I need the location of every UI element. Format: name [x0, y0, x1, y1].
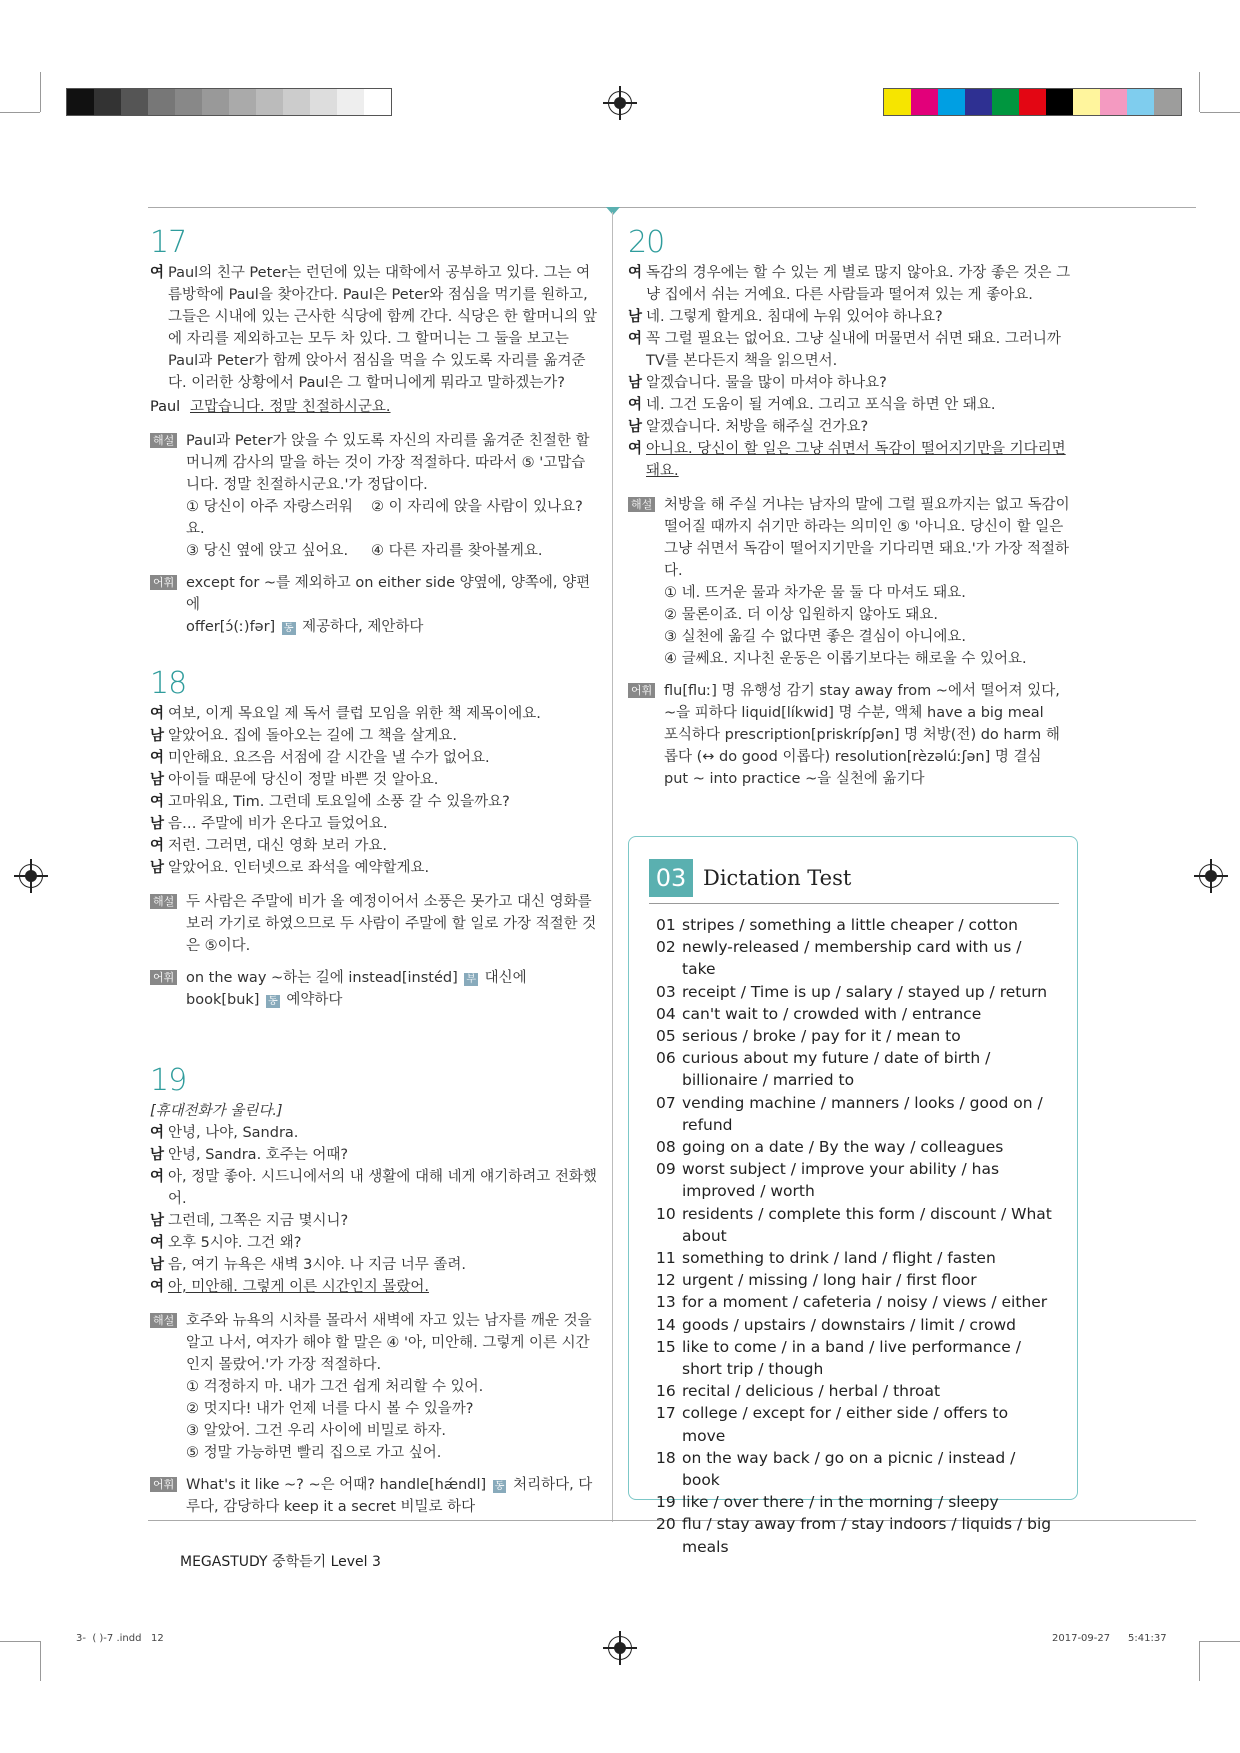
- vocabulary: [628, 680, 1078, 790]
- item-answers: can't wait to / crowded with / entrance: [682, 1004, 982, 1023]
- speaker-label: 남: [150, 860, 165, 876]
- item-answers: flu / stay away from / stay indoors / liquids / big meals: [682, 1515, 1052, 1556]
- dialogue-line: [150, 396, 598, 418]
- option: ⑤ 정말 가능하면 빨리 집으로 가고 싶어.: [186, 1445, 442, 1461]
- color-swatch: [202, 89, 229, 115]
- dictation-item: [656, 1247, 1056, 1269]
- color-swatch: [884, 89, 911, 115]
- item-answers: recital / delicious / herbal / throat: [682, 1382, 941, 1401]
- color-swatch: [67, 89, 94, 115]
- question-number: 17: [150, 225, 187, 260]
- dialogue-text: 안녕, Sandra. 호주는 어때?: [168, 1147, 349, 1163]
- speaker-label: 남: [628, 309, 643, 325]
- item-answers: college / except for / either side / offers to move: [682, 1404, 1009, 1445]
- question-20: [628, 225, 1078, 790]
- dialogue-line: [628, 394, 1078, 416]
- color-swatch: [1046, 89, 1073, 115]
- dialogue-line: [150, 835, 598, 857]
- dialogue-line: [628, 262, 1078, 306]
- dialogue-line: [628, 416, 1078, 438]
- explanation-tag: 해설: [150, 894, 177, 909]
- speaker-label: 여: [150, 706, 165, 722]
- dialogue-text: 알겠습니다. 처방을 해주실 건가요?: [646, 419, 869, 435]
- section-number: 03: [649, 859, 693, 897]
- item-number: 16: [656, 1382, 676, 1401]
- narration-text: Paul의 친구 Peter는 런던에 있는 대학에서 공부하고 있다. 그는 여름방학에 Paul을 찾아간다. Paul은 Peter와 점심을 먹기를 원하고, 그들은 시내에 있는 근사한 식당에 함께 간다. 식당은 한 할머니의 앞에 자리를 제외하고는 모두 차 있다. 그 할머니는 그 둘을 보고는 Paul과 Peter가 함께 앉아서 점심을 먹을 수 있도록 자리를 옮겨준다. 이러한 상황에서 Paul은 그 할머니에게 뭐라고 말하겠는가?: [168, 265, 597, 391]
- dialogue-text: 아, 정말 좋아. 시드니에서의 내 생활에 대해 네게 얘기하려고 전화했어.: [168, 1169, 597, 1207]
- explanation-text: 두 사람은 주말에 비가 올 예정이어서 소풍은 못가고 대신 영화를 보러 가기로 하였으므로 두 사람이 주말에 할 일로 가장 적절한 것은 ⑤이다.: [186, 894, 597, 954]
- dialogue-text: 고마워요, Tim. 그런데 토요일에 소풍 갈 수 있을까요?: [168, 794, 510, 810]
- dialogue-text: 알겠습니다. 물을 많이 마셔야 하나요?: [646, 375, 887, 391]
- item-number: 09: [656, 1160, 676, 1179]
- color-swatch: [1073, 89, 1100, 115]
- item-number: 17: [656, 1404, 676, 1423]
- dialogue-text: 안녕, 나야, Sandra.: [168, 1125, 299, 1141]
- vocab-meaning: 대신에: [484, 970, 527, 986]
- speaker-label: Paul: [150, 399, 181, 415]
- speaker-label: 여: [628, 331, 643, 347]
- item-number: 13: [656, 1293, 676, 1312]
- option: ① 당신이 아주 자랑스러워요.: [186, 499, 353, 537]
- dictation-item: [656, 1380, 1056, 1402]
- dialogue-text: 음, 여기 뉴욕은 새벽 3시야. 나 지금 너무 졸려.: [168, 1257, 467, 1273]
- speaker-label: 여: [150, 1125, 165, 1141]
- item-answers: urgent / missing / long hair / first floor: [682, 1271, 977, 1290]
- answer-line: 고맙습니다. 정말 친절하시군요.: [190, 399, 391, 415]
- part-of-speech-badge: 부: [466, 974, 477, 985]
- dictation-list: [656, 914, 1056, 1558]
- vocab-text: book[buk]: [186, 992, 260, 1008]
- stage-direction: [휴대전화가 울린다.]: [150, 1103, 283, 1119]
- crop-mark: [1200, 112, 1240, 113]
- color-swatch: [94, 89, 121, 115]
- speaker-label: 남: [150, 772, 165, 788]
- dialogue-text: 네. 그건 도움이 될 거예요. 그리고 포식을 하면 안 돼요.: [646, 397, 996, 413]
- item-answers: vending machine / manners / looks / good on / refund: [682, 1093, 1043, 1134]
- item-answers: stripes / something a little cheaper / cotton: [682, 916, 1018, 934]
- item-number: 20: [656, 1515, 676, 1534]
- slug-file-name: 3- ( )-7 .indd 12: [76, 1633, 164, 1644]
- item-number: 14: [656, 1315, 676, 1334]
- vocab-meaning: 제공하다, 제안하다: [302, 619, 424, 635]
- speaker-label: 여: [150, 265, 165, 281]
- option: ② 멋지다! 내가 언제 너를 다시 볼 수 있을까?: [186, 1401, 474, 1417]
- dialogue-text: 아니요. 당신이 할 일은 그냥 쉬면서 독감이 떨어지기만을 기다리면 돼요.: [646, 441, 1066, 479]
- speaker-label: 여: [150, 1169, 165, 1185]
- vocab-text: put ~ into practice ~을 실천에 옮기다: [664, 771, 925, 787]
- section-title: Dictation Test: [703, 866, 852, 890]
- item-answers: goods / upstairs / downstairs / limit / crowd: [682, 1315, 1016, 1334]
- dialogue-line: [150, 857, 598, 879]
- item-number: 07: [656, 1093, 676, 1112]
- item-number: 02: [656, 938, 676, 957]
- item-answers: like / over there / in the morning / sleepy: [682, 1493, 999, 1512]
- item-number: 08: [656, 1138, 676, 1157]
- dialogue-line: [150, 262, 598, 394]
- dialogue-line: [150, 791, 598, 813]
- dictation-item: [656, 1025, 1056, 1047]
- color-swatch: [1154, 89, 1181, 115]
- item-number: 18: [656, 1448, 676, 1467]
- item-answers: worst subject / improve your ability / has improved / worth: [682, 1160, 1000, 1201]
- dictation-item: [656, 1314, 1056, 1336]
- color-swatch: [364, 89, 391, 115]
- dialogue-text: 미안해요. 요즈음 서점에 갈 시간을 낼 수가 없어요.: [168, 750, 490, 766]
- explanation-tag: 해설: [150, 433, 177, 448]
- dictation-item: [656, 1269, 1056, 1291]
- explanation: [150, 430, 598, 496]
- dictation-item: [656, 1158, 1056, 1202]
- speaker-label: 남: [628, 375, 643, 391]
- dialogue-line: [628, 372, 1078, 394]
- vocab-tag: 어휘: [150, 575, 177, 590]
- dictation-header: [649, 859, 851, 897]
- registration-mark-top: [608, 91, 632, 115]
- speaker-label: 남: [628, 419, 643, 435]
- item-number: 06: [656, 1049, 676, 1068]
- speaker-label: 여: [628, 441, 643, 457]
- explanation-text: 처방을 해 주실 거냐는 남자의 말에 그럴 필요까지는 없고 독감이 떨어질 때까지 쉬기만 하라는 의미인 ⑤ '아니요. 당신이 할 일은 그냥 쉬면서 독감이 떨어지기만을 기다리면 돼요.'가 가장 적절하다.: [664, 497, 1070, 579]
- vocab-text: What's it like ~? ~은 어때? handle[hǽndl]: [186, 1477, 487, 1493]
- item-number: 10: [656, 1204, 676, 1223]
- option: ③ 당신 옆에 앉고 싶어요.: [186, 543, 349, 559]
- speaker-label: 여: [150, 1235, 165, 1251]
- dictation-item: [656, 1003, 1056, 1025]
- item-answers: something to drink / land / flight / fasten: [682, 1249, 996, 1268]
- dictation-item: [656, 981, 1056, 1003]
- vocabulary: [150, 1474, 598, 1518]
- item-number: 04: [656, 1004, 676, 1023]
- vocab-text: on the way ~하는 길에 instead[instéd]: [186, 970, 458, 986]
- dialogue-text: 네. 그렇게 할게요. 침대에 누워 있어야 하나요?: [646, 309, 943, 325]
- vocab-meaning: 처리하다, 다루다, 감당하다 keep it a secret 비밀로 하다: [186, 1477, 593, 1515]
- dictation-item: [656, 1136, 1056, 1158]
- dictation-test-box: [628, 836, 1078, 1556]
- dialogue-text: 알았어요. 인터넷으로 좌석을 예약할게요.: [168, 860, 430, 876]
- option: ③ 알았어. 그건 우리 사이에 비밀로 하자.: [186, 1423, 446, 1439]
- color-swatch: [1127, 89, 1154, 115]
- dialogue-line: [150, 769, 598, 791]
- registration-mark-right: [1199, 864, 1223, 888]
- part-of-speech-badge: 동: [283, 623, 294, 634]
- vocab-text: flu[fluː] 명 유행성 감기 stay away from ~에서 떨어져 있다,: [664, 683, 1060, 699]
- item-number: 15: [656, 1337, 676, 1356]
- explanation: [150, 891, 598, 957]
- dialogue-line: [150, 1166, 598, 1210]
- option-list: [150, 496, 598, 562]
- question-19: [150, 1063, 598, 1518]
- vocab-text: 포식하다 prescription[priskrípʃən] 명 처방(전) do harm 해: [664, 727, 1060, 743]
- item-number: 19: [656, 1493, 676, 1512]
- dictation-item: [656, 1047, 1056, 1091]
- item-answers: on the way back / go on a picnic / instead / book: [682, 1448, 1016, 1490]
- footer-brand: MEGASTUDY 중학듣기 Level 3: [180, 1554, 381, 1570]
- item-number: 11: [656, 1249, 676, 1268]
- vocab-text: offer[ɔ́(ː)fər]: [186, 619, 276, 635]
- dialogue-line: [150, 1122, 598, 1144]
- crop-mark: [40, 72, 41, 112]
- dialogue-text: 알았어요. 집에 돌아오는 길에 그 책을 살게요.: [168, 728, 457, 744]
- color-swatch: [256, 89, 283, 115]
- dialogue-line: [150, 1144, 598, 1166]
- vocabulary: [150, 967, 598, 1011]
- color-swatch: [310, 89, 337, 115]
- speaker-label: 남: [150, 1257, 165, 1273]
- dialogue-line: [628, 328, 1078, 372]
- item-answers: receipt / Time is up / salary / stayed up / return: [682, 982, 1048, 1001]
- dictation-item: [656, 1336, 1056, 1380]
- item-number: 05: [656, 1027, 676, 1046]
- question-number: 18: [150, 666, 187, 701]
- crop-mark: [40, 1641, 41, 1681]
- dialogue-line: [150, 725, 598, 747]
- color-swatch: [992, 89, 1019, 115]
- top-marker: [606, 207, 620, 215]
- dictation-item: [656, 1513, 1056, 1557]
- option: ④ 글쎄요. 지나친 운동은 이롭기보다는 해로울 수 있어요.: [664, 651, 1027, 667]
- slug-date: 2017-09-27: [1052, 1633, 1111, 1644]
- item-answers: newly-released / membership card with us / take: [682, 938, 1022, 979]
- color-swatch: [1100, 89, 1127, 115]
- dialogue-text: 음… 주말에 비가 온다고 들었어요.: [168, 816, 388, 832]
- dialogue-text: 여보, 이게 목요일 제 독서 클럽 모임을 위한 책 제목이에요.: [168, 706, 541, 722]
- header-rule: [649, 903, 1059, 904]
- dialogue-line: [150, 703, 598, 725]
- crop-mark: [1199, 72, 1200, 112]
- color-swatch-bar: [883, 88, 1182, 116]
- dialogue-text: 저런. 그러면, 대신 영화 보러 가요.: [168, 838, 387, 854]
- crop-mark: [1199, 1641, 1200, 1681]
- speaker-label: 여: [150, 1279, 165, 1295]
- speaker-label: 여: [150, 750, 165, 766]
- dictation-item: [656, 914, 1056, 936]
- registration-mark-left: [19, 864, 43, 888]
- crop-mark: [0, 112, 40, 113]
- dialogue-line: [150, 813, 598, 835]
- vocabulary: [150, 572, 598, 638]
- dictation-item: [656, 936, 1056, 980]
- color-swatch: [337, 89, 364, 115]
- dialogue-line: [628, 306, 1078, 328]
- dialogue-text: 아, 미안해. 그렇게 이른 시간인지 몰랐어.: [168, 1279, 429, 1295]
- explanation-text: 호주와 뉴욕의 시차를 몰라서 새벽에 자고 있는 남자를 깨운 것을 알고 나서, 여자가 해야 할 말은 ④ '아, 미안해. 그렇게 이른 시간인지 몰랐어.'가 가장 적절하다.: [186, 1313, 592, 1373]
- option-list: [150, 1376, 598, 1464]
- item-number: 12: [656, 1271, 676, 1290]
- speaker-label: 여: [628, 265, 643, 281]
- part-of-speech-badge: 동: [494, 1481, 505, 1492]
- color-swatch: [283, 89, 310, 115]
- vocab-tag: 어휘: [150, 970, 177, 985]
- explanation: [150, 1310, 598, 1376]
- crop-mark: [1200, 1641, 1240, 1642]
- column-divider: [612, 212, 613, 1522]
- color-swatch: [148, 89, 175, 115]
- option-list: [628, 582, 1078, 670]
- color-swatch: [938, 89, 965, 115]
- speaker-label: 여: [628, 397, 643, 413]
- vocab-tag: 어휘: [150, 1477, 177, 1492]
- vocab-tag: 어휘: [628, 683, 655, 698]
- dictation-item: [656, 1447, 1056, 1491]
- question-18: [150, 666, 598, 1011]
- item-answers: going on a date / By the way / colleagues: [682, 1138, 1004, 1157]
- item-number: 01: [656, 916, 676, 934]
- vocab-meaning: 예약하다: [286, 992, 343, 1008]
- item-answers: like to come / in a band / live performance / short trip / though: [682, 1337, 1021, 1379]
- vocab-text: ~을 피하다 liquid[líkwid] 명 수분, 액체 have a big meal: [664, 705, 1044, 721]
- option: ① 네. 뜨거운 물과 차가운 물 둘 다 마셔도 돼요.: [664, 585, 966, 601]
- dictation-item: [656, 1092, 1056, 1136]
- dictation-item: [656, 1291, 1056, 1313]
- option: ② 이 자리에 앉을 사람이 있나요?: [371, 499, 583, 515]
- color-swatch: [965, 89, 992, 115]
- registration-mark-bottom: [608, 1636, 632, 1660]
- dialogue-line: [150, 1232, 598, 1254]
- dialogue-line: [628, 438, 1078, 482]
- option: ④ 다른 자리를 찾아볼게요.: [371, 543, 543, 559]
- speaker-label: 남: [150, 816, 165, 832]
- color-swatch: [175, 89, 202, 115]
- item-answers: curious about my future / date of birth / billionaire / married to: [682, 1049, 991, 1090]
- crop-mark: [0, 1641, 40, 1642]
- dialogue-line: [150, 1210, 598, 1232]
- color-swatch: [911, 89, 938, 115]
- speaker-label: 남: [150, 1147, 165, 1163]
- dialogue-line: [150, 747, 598, 769]
- speaker-label: 여: [150, 794, 165, 810]
- gray-swatch-bar: [66, 88, 392, 116]
- color-swatch: [1019, 89, 1046, 115]
- option: ① 걱정하지 마. 내가 그건 쉽게 처리할 수 있어.: [186, 1379, 484, 1395]
- explanation-text: Paul과 Peter가 앉을 수 있도록 자신의 자리를 옮겨준 친절한 할머니께 감사의 말을 하는 것이 가장 적절하다. 따라서 ⑤ '고맙습니다. 정말 친절하시군요.'가 정답이다.: [186, 433, 590, 493]
- dialogue-text: 아이들 때문에 당신이 정말 바쁜 것 알아요.: [168, 772, 439, 788]
- question-number: 20: [628, 225, 665, 260]
- vocab-text: except for ~를 제외하고 on either side 양옆에, 양쪽에, 양편에: [186, 575, 591, 613]
- speaker-label: 남: [150, 1213, 165, 1229]
- dialogue-text: 오후 5시야. 그건 왜?: [168, 1235, 302, 1251]
- option: ③ 실천에 옮길 수 없다면 좋은 결심이 아니에요.: [664, 629, 966, 645]
- speaker-label: 남: [150, 728, 165, 744]
- item-answers: for a moment / cafeteria / noisy / views / either: [682, 1293, 1048, 1312]
- item-answers: residents / complete this form / discount / What about: [682, 1204, 1052, 1245]
- slug-time: 5:41:37: [1128, 1633, 1167, 1644]
- color-swatch: [121, 89, 148, 115]
- vocab-text: 롭다 (↔ do good 이롭다) resolution[rèzəlúːʃən] 명 결심: [664, 749, 1042, 765]
- dialogue-text: 꼭 그럴 필요는 없어요. 그냥 실내에 머물면서 쉬면 돼요. 그러니까 TV를 본다든지 책을 읽으면서.: [646, 331, 1061, 369]
- dictation-item: [656, 1203, 1056, 1247]
- dialogue-line: [150, 1254, 598, 1276]
- item-number: 03: [656, 982, 676, 1001]
- dialogue-text: 그런데, 그쪽은 지금 몇시니?: [168, 1213, 349, 1229]
- color-swatch: [229, 89, 256, 115]
- explanation-tag: 해설: [628, 497, 655, 512]
- dictation-item: [656, 1402, 1056, 1446]
- speaker-label: 여: [150, 838, 165, 854]
- dialogue-line: [150, 1276, 598, 1298]
- dictation-item: [656, 1491, 1056, 1513]
- question-number: 19: [150, 1063, 187, 1098]
- dialogue-text: 독감의 경우에는 할 수 있는 게 별로 많지 않아요. 가장 좋은 것은 그냥 집에서 쉬는 거예요. 다른 사람들과 떨어져 있는 게 좋아요.: [646, 265, 1071, 303]
- question-17: [150, 225, 598, 638]
- top-rule: [148, 207, 1196, 208]
- part-of-speech-badge: 동: [268, 996, 278, 1007]
- item-answers: serious / broke / pay for it / mean to: [682, 1027, 961, 1046]
- explanation: [628, 494, 1078, 582]
- explanation-tag: 해설: [150, 1313, 177, 1328]
- option: ② 물론이죠. 더 이상 입원하지 않아도 돼요.: [664, 607, 938, 623]
